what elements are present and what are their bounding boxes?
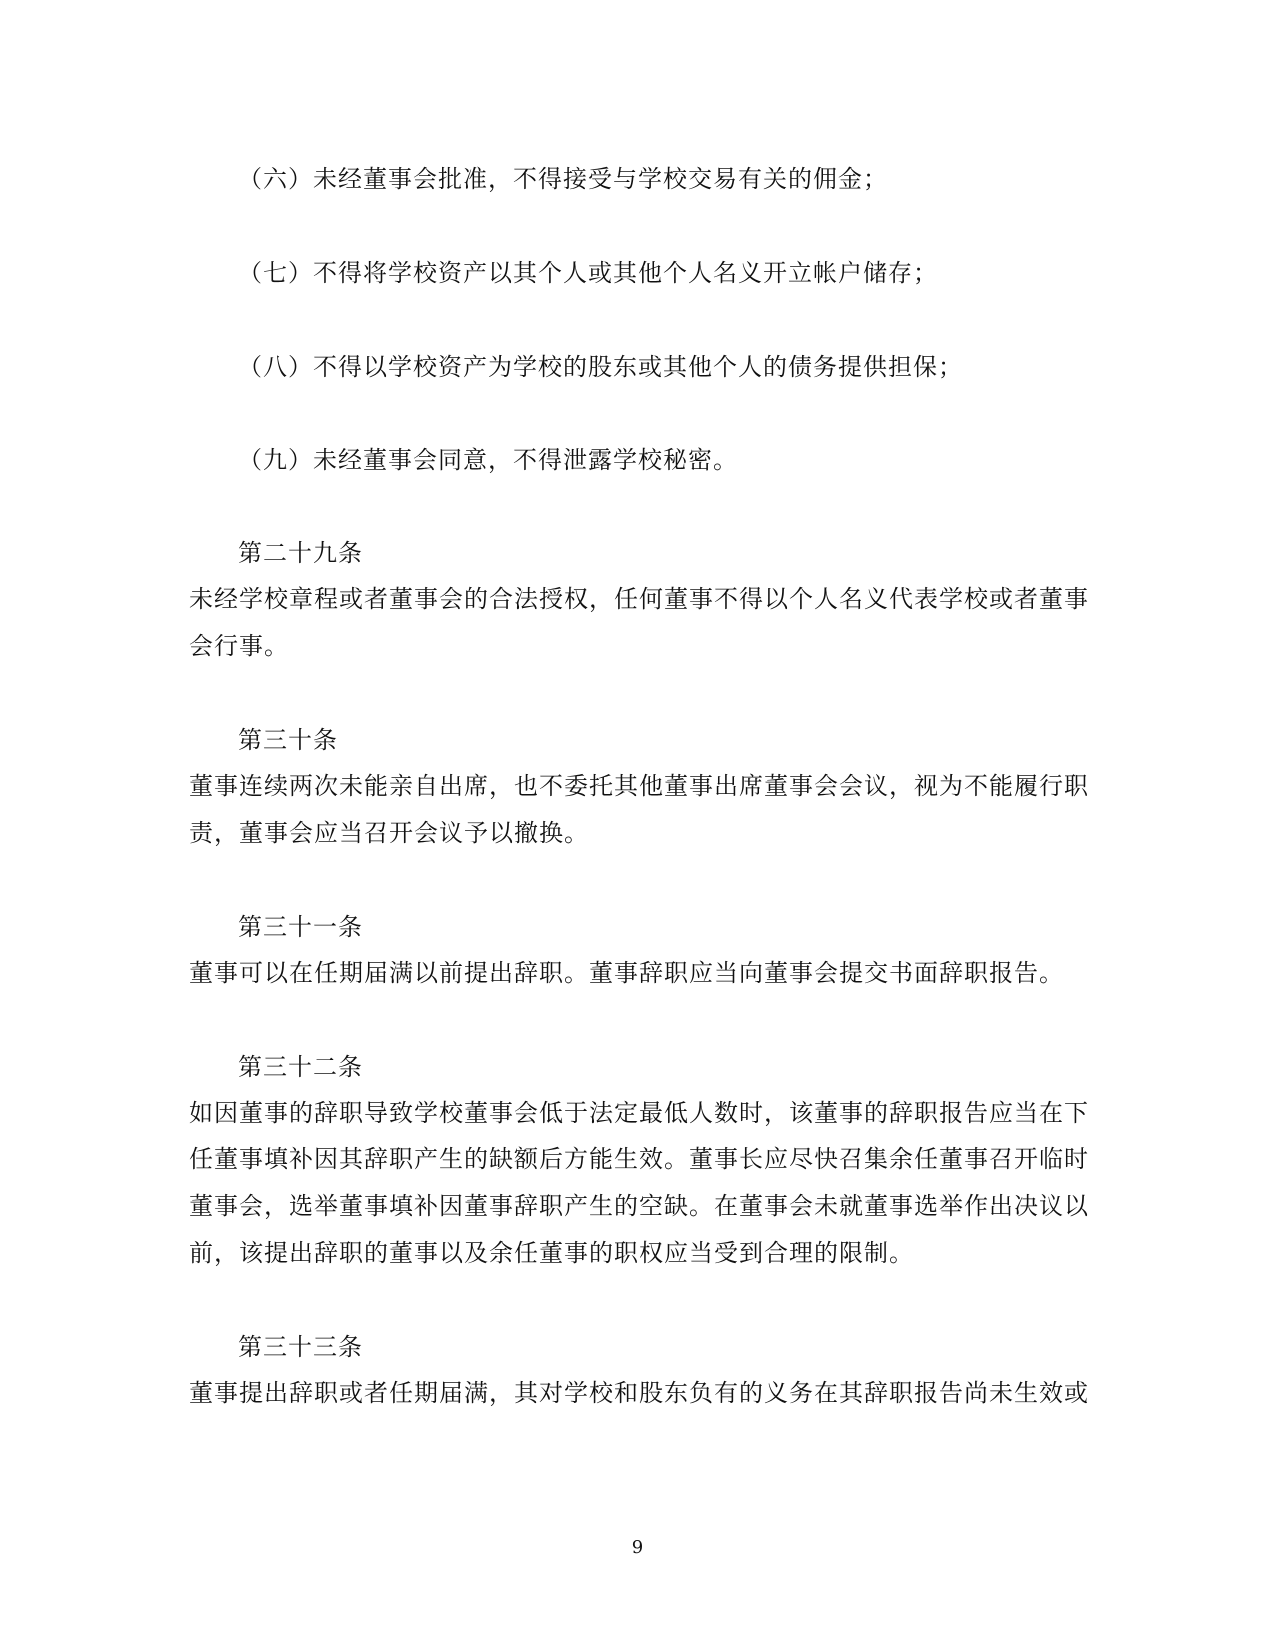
article-heading: 第三十一条: [238, 913, 363, 941]
list-item: （八）不得以学校资产为学校的股东或其他个人的债务提供担保；: [238, 353, 963, 381]
article-text: 董事可以在任期届满以前提出辞职。董事辞职应当向董事会提交书面辞职报告。: [189, 959, 1064, 987]
article-text: 责，董事会应当召开会议予以撤换。: [189, 819, 589, 847]
article-text: 董事连续两次未能亲自出席，也不委托其他董事出席董事会会议，视为不能履行职: [189, 772, 1089, 800]
article-text: 任董事填补因其辞职产生的缺额后方能生效。董事长应尽快召集余任董事召开临时: [189, 1145, 1089, 1173]
list-item: （九）未经董事会同意，不得泄露学校秘密。: [238, 446, 738, 474]
article-text: 如因董事的辞职导致学校董事会低于法定最低人数时，该董事的辞职报告应当在下: [189, 1099, 1089, 1127]
list-item: （六）未经董事会批准，不得接受与学校交易有关的佣金；: [238, 165, 888, 193]
article-text: 董事提出辞职或者任期届满，其对学校和股东负有的义务在其辞职报告尚未生效或: [189, 1379, 1089, 1407]
page-number: 9: [631, 1537, 644, 1558]
article-heading: 第二十九条: [238, 539, 363, 567]
list-item: （七）不得将学校资产以其个人或其他个人名义开立帐户储存；: [238, 259, 938, 287]
article-text: 会行事。: [189, 632, 289, 660]
article-text: 未经学校章程或者董事会的合法授权，任何董事不得以个人名义代表学校或者董事: [189, 585, 1089, 613]
article-text: 前，该提出辞职的董事以及余任董事的职权应当受到合理的限制。: [189, 1239, 914, 1267]
article-heading: 第三十二条: [238, 1053, 363, 1081]
article-text: 董事会，选举董事填补因董事辞职产生的空缺。在董事会未就董事选举作出决议以: [189, 1192, 1089, 1220]
article-heading: 第三十条: [238, 726, 338, 754]
article-heading: 第三十三条: [238, 1333, 363, 1361]
